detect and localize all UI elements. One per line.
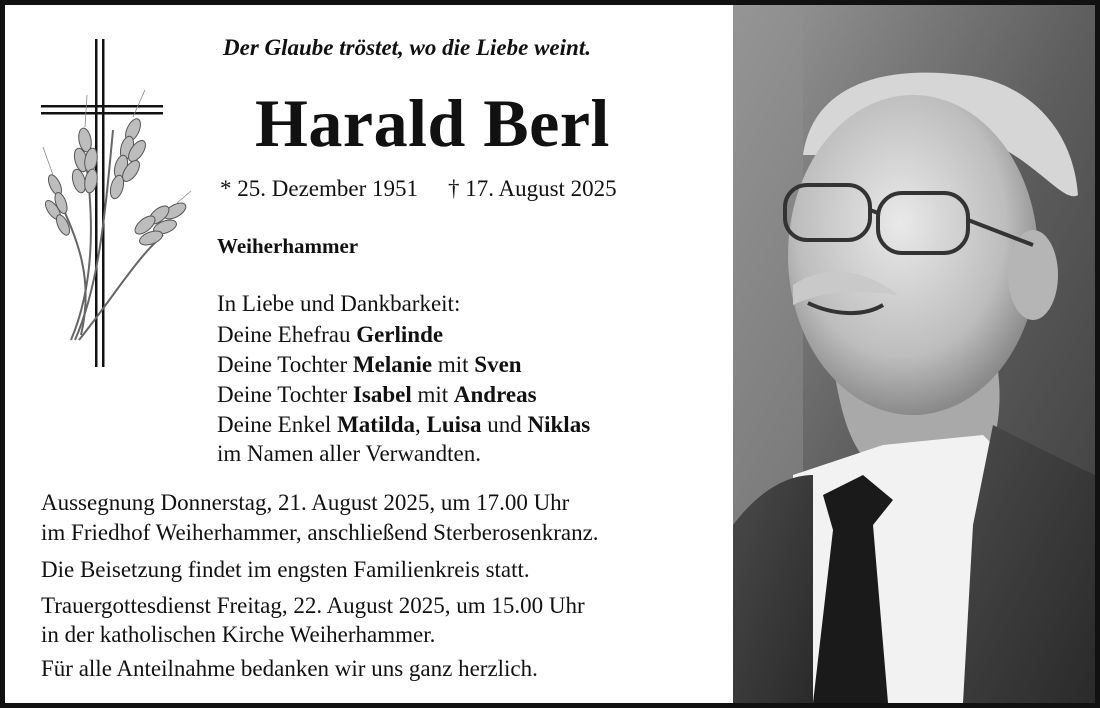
family-member-name: Luisa — [426, 412, 482, 437]
hometown: Weiherhammer — [217, 234, 359, 258]
birth-symbol: * — [220, 176, 232, 201]
family-member-name: Gerlinde — [356, 322, 444, 347]
family-line-joiner: und — [481, 412, 528, 437]
service-line: Aussegnung Donnerstag, 21. August 2025, um 17.00 Uhr — [41, 490, 570, 515]
text-panel — [5, 5, 733, 703]
birth-date: 25. Dezember 1951 — [237, 176, 418, 201]
death-date: 17. August 2025 — [465, 176, 617, 201]
service-line: Für alle Anteilnahme bedanken wir uns ganz herzlich. — [41, 656, 538, 681]
family-line-joiner: mit — [432, 352, 475, 377]
family-member-name: Melanie — [352, 352, 433, 377]
family-line-joiner: mit — [411, 382, 454, 407]
family-line-prefix: Deine Ehefrau — [217, 322, 357, 347]
motto-text: Der Glaube tröstet, wo die Liebe weint. — [223, 35, 591, 60]
death-symbol: † — [448, 176, 460, 201]
family-line — [217, 323, 443, 346]
service-line: in der katholischen Kirche Weiherhammer. — [41, 622, 436, 647]
portrait-photo — [733, 5, 1095, 703]
service-line: Trauergottesdienst Freitag, 22. August 2025, um 15.00 Uhr — [41, 593, 585, 618]
cross-with-wheat-icon — [35, 35, 195, 375]
family-line-joiner: , — [415, 412, 427, 437]
service-line: im Friedhof Weiherhammer, anschließend Sterberosenkranz. — [41, 520, 599, 545]
service-line: Die Beisetzung findet im engsten Familienkreis statt. — [41, 557, 530, 582]
family-line — [217, 383, 537, 406]
family-line-prefix: Deine Enkel — [217, 412, 338, 437]
family-line — [217, 413, 590, 436]
family-line — [217, 353, 522, 376]
family-member-name: Andreas — [453, 382, 537, 407]
family-member-name: Sven — [474, 352, 522, 377]
family-intro: In Liebe und Dankbarkeit: — [217, 291, 461, 316]
family-member-name: Niklas — [527, 412, 591, 437]
family-line-prefix: Deine Tochter — [217, 352, 353, 377]
deceased-name: Harald Berl — [255, 85, 610, 161]
family-closing: im Namen aller Verwandten. — [217, 441, 481, 466]
family-member-name: Matilda — [337, 412, 416, 437]
family-line-prefix: Deine Tochter — [217, 382, 353, 407]
life-dates — [220, 176, 617, 202]
family-member-name: Isabel — [352, 382, 412, 407]
